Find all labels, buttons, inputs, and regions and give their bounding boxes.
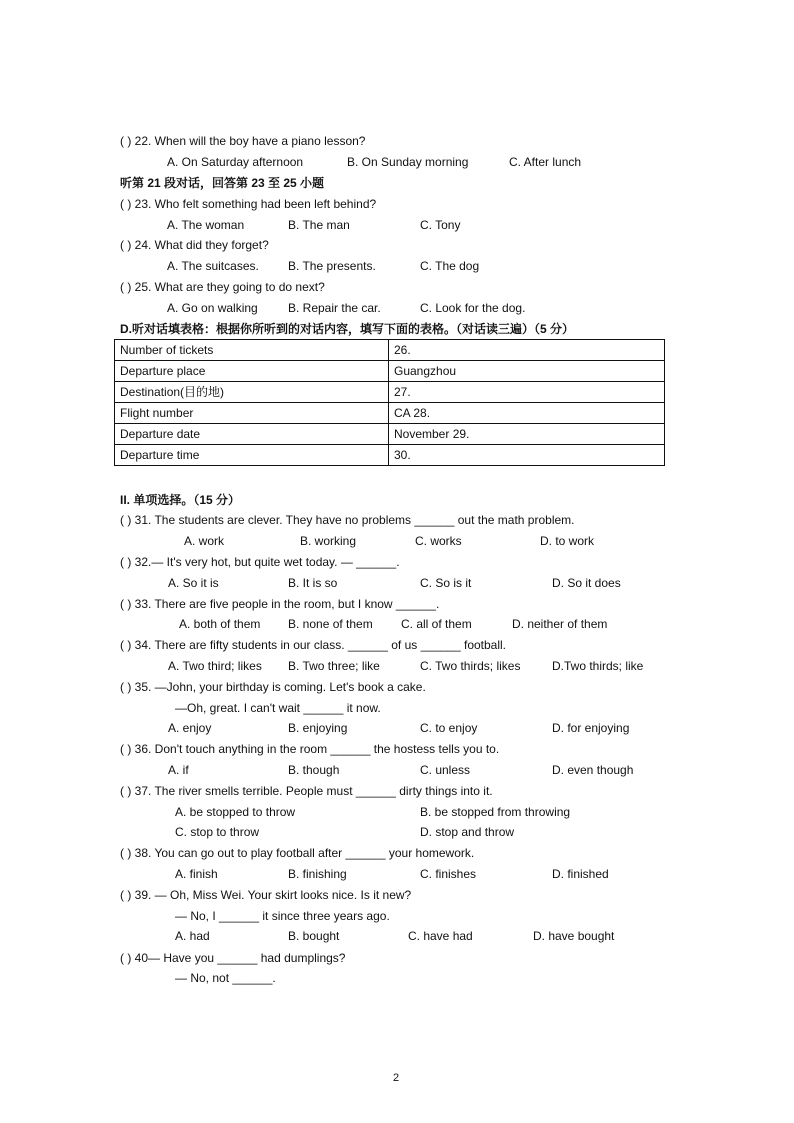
option-24a: A. The suitcases. — [167, 259, 259, 273]
option-23b: B. The man — [288, 218, 350, 232]
question-35: ( ) 35. —John, your birthday is coming. Let's book a cake. — [120, 680, 426, 694]
dialog-21-header: 听第 21 段对话，回答第 23 至 25 小题 — [120, 176, 325, 190]
question-22: ( ) 22. When will the boy have a piano lesson? — [120, 134, 366, 148]
table-row — [115, 340, 665, 361]
question-38: ( ) 38. You can go out to play football after ______ your homework. — [120, 846, 475, 860]
option-37b: B. be stopped from throwing — [420, 805, 571, 819]
table-label: Destination(目的地) — [115, 382, 389, 403]
question-23: ( ) 23. Who felt something had been left behind? — [120, 197, 377, 211]
option-36a: A. if — [168, 763, 189, 777]
question-24: ( ) 24. What did they forget? — [120, 238, 269, 252]
option-31b: B. working — [300, 534, 357, 548]
option-35a: A. enjoy — [168, 721, 212, 735]
table-value: 30. — [389, 445, 665, 466]
option-31a: A. work — [184, 534, 225, 548]
table-value: November 29. — [389, 424, 665, 445]
question-40-reply: — No, not ______. — [175, 971, 276, 985]
option-31d: D. to work — [540, 534, 595, 548]
option-35c: C. to enjoy — [420, 721, 478, 735]
question-25: ( ) 25. What are they going to do next? — [120, 280, 325, 294]
table-label: Departure date — [115, 424, 389, 445]
option-32d: D. So it does — [552, 576, 621, 590]
option-35b: B. enjoying — [288, 721, 348, 735]
question-39: ( ) 39. — Oh, Miss Wei. Your skirt looks nice. Is it new? — [120, 888, 412, 902]
option-36d: D. even though — [552, 763, 634, 777]
table-value: 27. — [389, 382, 665, 403]
option-33a: A. both of them — [179, 617, 261, 631]
option-37d: D. stop and throw — [420, 825, 515, 839]
table-value: Guangzhou — [389, 361, 665, 382]
option-31c: C. works — [415, 534, 462, 548]
option-39c: C. have had — [408, 929, 473, 943]
option-23a: A. The woman — [167, 218, 245, 232]
table-label: Flight number — [115, 403, 389, 424]
table-row — [115, 445, 665, 466]
question-40: ( ) 40— Have you ______ had dumplings? — [120, 951, 346, 965]
option-39b: B. bought — [288, 929, 340, 943]
table-row — [115, 361, 665, 382]
question-36: ( ) 36. Don't touch anything in the room ______ the hostess tells you to. — [120, 742, 500, 756]
option-38d: D. finished — [552, 867, 609, 881]
table-value: CA 28. — [389, 403, 665, 424]
option-25b: B. Repair the car. — [288, 301, 381, 315]
option-34b: B. Two three; like — [288, 659, 380, 673]
option-32b: B. It is so — [288, 576, 338, 590]
section-d-header: D.听对话填表格：根据你所听到的对话内容，填写下面的表格。（对话读三遍）（5 分） — [120, 322, 575, 336]
option-33b: B. none of them — [288, 617, 373, 631]
option-36c: C. unless — [420, 763, 471, 777]
option-34a: A. Two third; likes — [168, 659, 262, 673]
option-22b: B. On Sunday morning — [347, 155, 469, 169]
option-23c: C. Tony — [420, 218, 461, 232]
question-32: ( ) 32.— It's very hot, but quite wet today. — ______. — [120, 555, 400, 569]
question-35-reply: —Oh, great. I can't wait ______ it now. — [175, 701, 381, 715]
option-24c: C. The dog — [420, 259, 480, 273]
option-32a: A. So it is — [168, 576, 219, 590]
option-34c: C. Two thirds; likes — [420, 659, 521, 673]
option-25a: A. Go on walking — [167, 301, 258, 315]
option-22c: C. After lunch — [509, 155, 582, 169]
option-34d: D.Two thirds; like — [552, 659, 644, 673]
option-33d: D. neither of them — [512, 617, 608, 631]
page-number: 2 — [393, 1072, 400, 1084]
option-36b: B. though — [288, 763, 340, 777]
option-38c: C. finishes — [420, 867, 477, 881]
table-label: Departure place — [115, 361, 389, 382]
table-row — [115, 424, 665, 445]
question-37: ( ) 37. The river smells terrible. People must ______ dirty things into it. — [120, 784, 493, 798]
table-row — [115, 403, 665, 424]
option-38a: A. finish — [175, 867, 218, 881]
option-32c: C. So is it — [420, 576, 472, 590]
table-row — [115, 382, 665, 403]
option-38b: B. finishing — [288, 867, 347, 881]
section-ii-header: II. 单项选择。（15 分） — [120, 493, 241, 507]
option-22a: A. On Saturday afternoon — [167, 155, 304, 169]
option-39d: D. have bought — [533, 929, 615, 943]
option-25c: C. Look for the dog. — [420, 301, 526, 315]
option-37a: A. be stopped to throw — [175, 805, 296, 819]
question-33: ( ) 33. There are five people in the room, but I know ______. — [120, 597, 440, 611]
flight-info-table — [114, 339, 665, 466]
question-39-reply: — No, I ______ it since three years ago. — [175, 909, 390, 923]
table-value: 26. — [389, 340, 665, 361]
option-33c: C. all of them — [401, 617, 472, 631]
option-37c: C. stop to throw — [175, 825, 260, 839]
option-24b: B. The presents. — [288, 259, 376, 273]
question-34: ( ) 34. There are fifty students in our class. ______ of us ______ football. — [120, 638, 507, 652]
option-39a: A. had — [175, 929, 210, 943]
table-label: Number of tickets — [115, 340, 389, 361]
option-35d: D. for enjoying — [552, 721, 630, 735]
table-label: Departure time — [115, 445, 389, 466]
question-31: ( ) 31. The students are clever. They have no problems ______ out the math problem. — [120, 513, 575, 527]
